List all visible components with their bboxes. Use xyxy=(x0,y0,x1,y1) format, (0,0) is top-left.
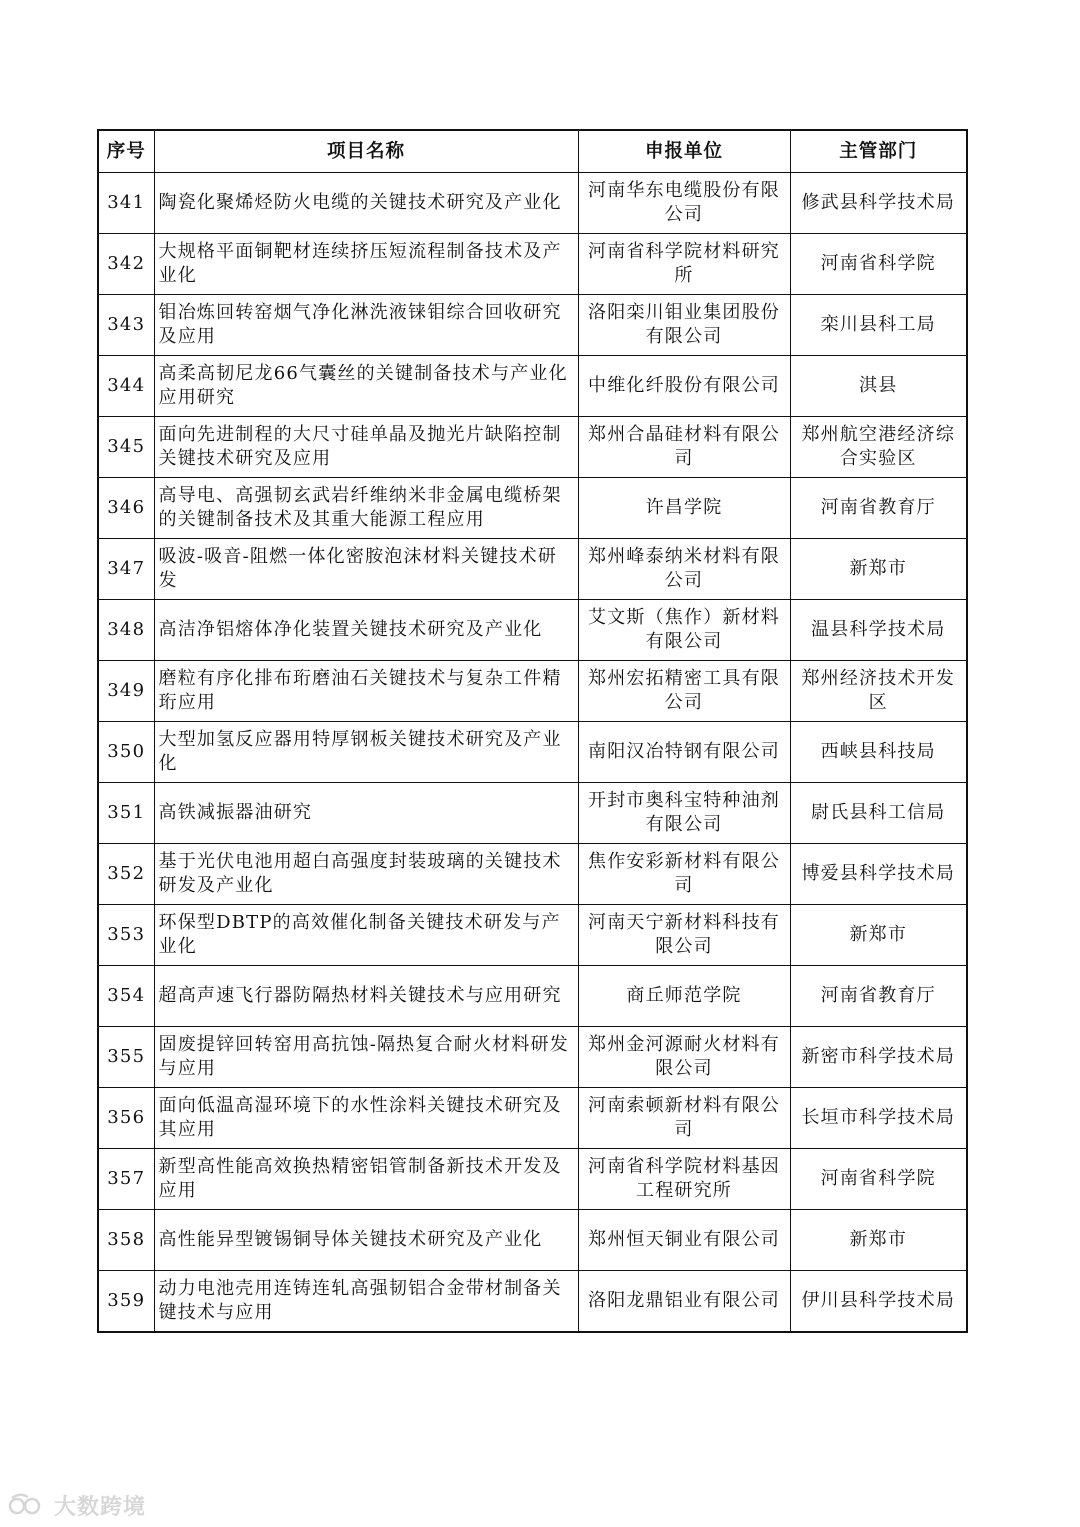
cell-no: 359 xyxy=(98,1271,154,1333)
cell-no: 358 xyxy=(98,1210,154,1271)
cell-applicant-unit: 中维化纤股份有限公司 xyxy=(578,356,790,417)
table-header xyxy=(98,130,967,173)
watermark xyxy=(8,1490,146,1520)
cell-project-name: 磨粒有序化排布珩磨油石关键技术与复杂工件精珩应用 xyxy=(154,661,578,722)
table-row xyxy=(98,1149,967,1210)
cell-project-name: 动力电池壳用连铸连轧高强韧铝合金带材制备关键技术与应用 xyxy=(154,1271,578,1333)
cell-project-name: 面向低温高湿环境下的水性涂料关键技术研究及其应用 xyxy=(154,1088,578,1149)
cell-applicant-unit: 河南华东电缆股份有限公司 xyxy=(578,173,790,234)
cell-department: 新郑市 xyxy=(790,1210,967,1271)
watermark-text: 大数跨境 xyxy=(54,1494,147,1520)
table-row xyxy=(98,661,967,722)
cell-project-name: 新型高性能高效换热精密铝管制备新技术开发及应用 xyxy=(154,1149,578,1210)
cell-project-name: 高洁净铝熔体净化装置关键技术研究及产业化 xyxy=(154,600,578,661)
cell-department: 河南省科学院 xyxy=(790,234,967,295)
cell-no: 351 xyxy=(98,783,154,844)
table-row xyxy=(98,417,967,478)
table-row xyxy=(98,722,967,783)
cell-project-name: 超高声速飞行器防隔热材料关键技术与应用研究 xyxy=(154,966,578,1027)
cell-department: 淇县 xyxy=(790,356,967,417)
cell-no: 350 xyxy=(98,722,154,783)
cell-applicant-unit: 洛阳栾川钼业集团股份有限公司 xyxy=(578,295,790,356)
cell-project-name: 环保型DBTP的高效催化制备关键技术研发与产业化 xyxy=(154,905,578,966)
cell-project-name: 基于光伏电池用超白高强度封装玻璃的关键技术研发及产业化 xyxy=(154,844,578,905)
cell-department: 新密市科学技术局 xyxy=(790,1027,967,1088)
cell-applicant-unit: 河南索顿新材料有限公司 xyxy=(578,1088,790,1149)
cell-applicant-unit: 许昌学院 xyxy=(578,478,790,539)
cell-project-name: 高铁减振器油研究 xyxy=(154,783,578,844)
cell-applicant-unit: 郑州宏拓精密工具有限公司 xyxy=(578,661,790,722)
cell-department: 温县科学技术局 xyxy=(790,600,967,661)
cell-project-name: 高性能异型镀锡铜导体关键技术研究及产业化 xyxy=(154,1210,578,1271)
cell-no: 355 xyxy=(98,1027,154,1088)
cell-no: 342 xyxy=(98,234,154,295)
cell-department: 郑州航空港经济综合实验区 xyxy=(790,417,967,478)
cell-project-name: 大型加氢反应器用特厚钢板关键技术研究及产业化 xyxy=(154,722,578,783)
cell-department: 西峡县科技局 xyxy=(790,722,967,783)
cell-no: 352 xyxy=(98,844,154,905)
cell-applicant-unit: 河南天宁新材料科技有限公司 xyxy=(578,905,790,966)
cell-applicant-unit: 郑州恒天铜业有限公司 xyxy=(578,1210,790,1271)
cell-no: 345 xyxy=(98,417,154,478)
table-row xyxy=(98,173,967,234)
cell-applicant-unit: 洛阳龙鼎铝业有限公司 xyxy=(578,1271,790,1333)
cell-no: 343 xyxy=(98,295,154,356)
table-row xyxy=(98,1210,967,1271)
table-row xyxy=(98,905,967,966)
table-row xyxy=(98,783,967,844)
cell-project-name: 固废提锌回转窑用高抗蚀-隔热复合耐火材料研发与应用 xyxy=(154,1027,578,1088)
cell-department: 栾川县科工局 xyxy=(790,295,967,356)
cell-project-name: 高柔高韧尼龙66气囊丝的关键制备技术与产业化应用研究 xyxy=(154,356,578,417)
cell-applicant-unit: 郑州合晶硅材料有限公司 xyxy=(578,417,790,478)
cell-no: 353 xyxy=(98,905,154,966)
cell-applicant-unit: 焦作安彩新材料有限公司 xyxy=(578,844,790,905)
table-row xyxy=(98,539,967,600)
cell-applicant-unit: 商丘师范学院 xyxy=(578,966,790,1027)
cell-project-name: 高导电、高强韧玄武岩纤维纳米非金属电缆桥架的关键制备技术及其重大能源工程应用 xyxy=(154,478,578,539)
header-unit: 申报单位 xyxy=(578,130,790,173)
cell-no: 357 xyxy=(98,1149,154,1210)
cell-department: 新郑市 xyxy=(790,539,967,600)
cell-project-name: 陶瓷化聚烯烃防火电缆的关键技术研究及产业化 xyxy=(154,173,578,234)
cell-department: 伊川县科学技术局 xyxy=(790,1271,967,1333)
cell-department: 长垣市科学技术局 xyxy=(790,1088,967,1149)
header-no: 序号 xyxy=(98,130,154,173)
project-table xyxy=(97,129,968,1333)
cell-no: 344 xyxy=(98,356,154,417)
table-row xyxy=(98,356,967,417)
cell-no: 347 xyxy=(98,539,154,600)
table-row xyxy=(98,600,967,661)
table-row xyxy=(98,295,967,356)
table-row xyxy=(98,1088,967,1149)
cell-applicant-unit: 艾文斯（焦作）新材料有限公司 xyxy=(578,600,790,661)
cell-applicant-unit: 郑州金河源耐火材料有限公司 xyxy=(578,1027,790,1088)
cell-no: 348 xyxy=(98,600,154,661)
cell-applicant-unit: 河南省科学院材料研究所 xyxy=(578,234,790,295)
cell-department: 新郑市 xyxy=(790,905,967,966)
table-row xyxy=(98,1271,967,1333)
watermark-logo-icon xyxy=(8,1492,48,1518)
cell-applicant-unit: 郑州峰泰纳米材料有限公司 xyxy=(578,539,790,600)
cell-no: 341 xyxy=(98,173,154,234)
cell-no: 349 xyxy=(98,661,154,722)
cell-department: 尉氏县科工信局 xyxy=(790,783,967,844)
cell-department: 河南省教育厅 xyxy=(790,966,967,1027)
header-dept: 主管部门 xyxy=(790,130,967,173)
table-body xyxy=(98,173,967,1333)
table-row xyxy=(98,966,967,1027)
cell-department: 河南省教育厅 xyxy=(790,478,967,539)
cell-no: 356 xyxy=(98,1088,154,1149)
cell-project-name: 吸波-吸音-阻燃一体化密胺泡沫材料关键技术研发 xyxy=(154,539,578,600)
cell-department: 郑州经济技术开发区 xyxy=(790,661,967,722)
header-row xyxy=(98,130,967,173)
cell-no: 354 xyxy=(98,966,154,1027)
cell-department: 修武县科学技术局 xyxy=(790,173,967,234)
table-row xyxy=(98,234,967,295)
table-row xyxy=(98,844,967,905)
cell-no: 346 xyxy=(98,478,154,539)
cell-department: 河南省科学院 xyxy=(790,1149,967,1210)
cell-project-name: 面向先进制程的大尺寸硅单晶及抛光片缺陷控制关键技术研究及应用 xyxy=(154,417,578,478)
cell-project-name: 钼冶炼回转窑烟气净化淋洗液铼钼综合回收研究及应用 xyxy=(154,295,578,356)
table-row xyxy=(98,1027,967,1088)
cell-applicant-unit: 河南省科学院材料基因工程研究所 xyxy=(578,1149,790,1210)
cell-project-name: 大规格平面铜靶材连续挤压短流程制备技术及产业化 xyxy=(154,234,578,295)
table-row xyxy=(98,478,967,539)
header-name: 项目名称 xyxy=(154,130,578,173)
cell-applicant-unit: 南阳汉冶特钢有限公司 xyxy=(578,722,790,783)
cell-department: 博爱县科学技术局 xyxy=(790,844,967,905)
cell-applicant-unit: 开封市奥科宝特种油剂有限公司 xyxy=(578,783,790,844)
